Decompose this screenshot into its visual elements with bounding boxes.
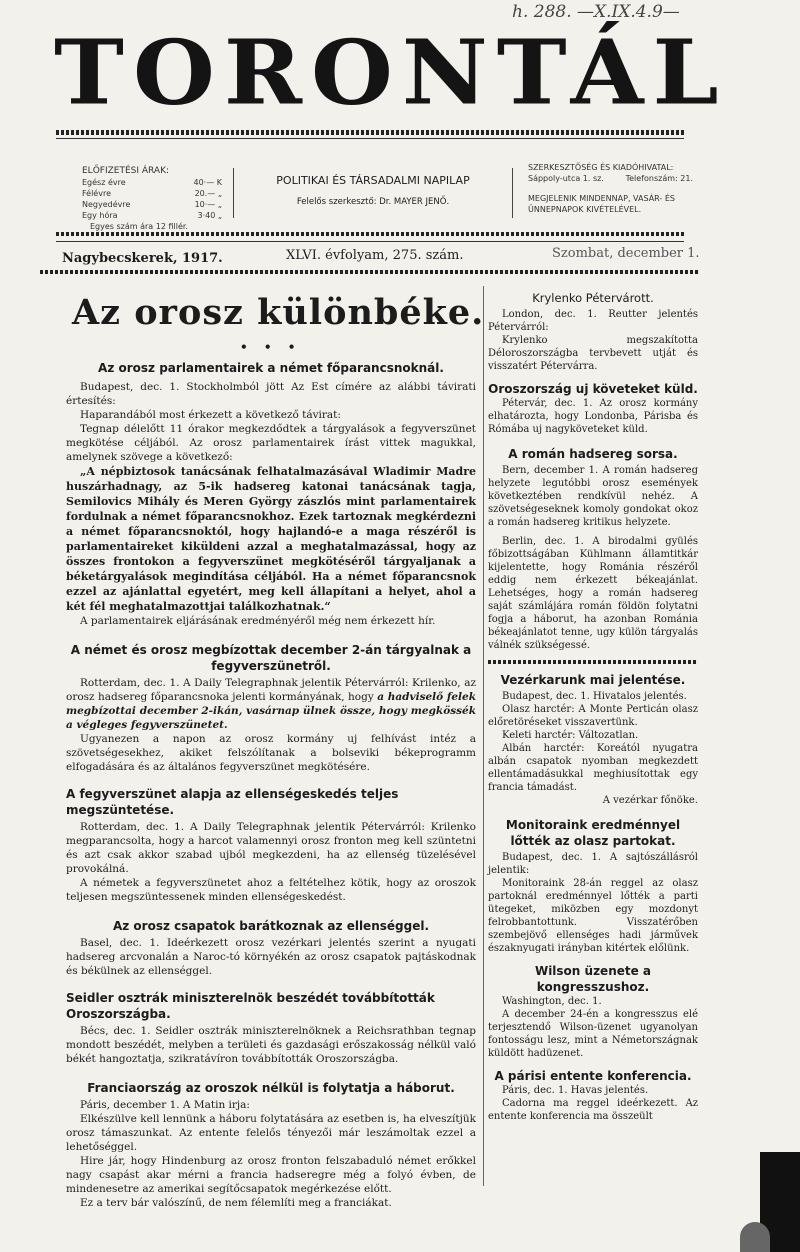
article-body: Washington, dec. 1. A december 24-én a kongresszus elé terjesztendő Wilson-üzenet ugyanolyan fontosságu lesz, mint a Németországnak küldött hadüzenet.: [488, 996, 698, 1059]
dateline-date: Szombat, december 1.: [552, 246, 700, 261]
ornament-rule: [40, 270, 700, 274]
right-column: [488, 290, 698, 1123]
article-headline: Monitoraink eredménnyel lőtték az olasz partokat.: [505, 818, 681, 848]
separator-dots: • • •: [240, 340, 302, 354]
ornament-rule: [488, 660, 698, 664]
article-headline: Franciaország az oroszok nélkül is folytatja a háborut.: [87, 1081, 455, 1095]
article-body: Rotterdam, dec. 1. A Daily Telegraphnak jelentik Pétervárról: Krilenko megparancsolta, hogy a harcot valamennyi orosz fronton meg kell szüntetni és azt csak akkor szabad ujból megkezdeni, ha az ellenség tüzelésével provokálná. A németek a fegyverszünetet ahoz a feltételhez kötik, hogy az oroszok teljesen megszüntessenek minden ellenségeskedést.: [66, 821, 476, 903]
price-row: Félévre 20.— „: [82, 189, 222, 198]
appears-notice: MEGJELENIK MINDENNAP, VASÁR- ÉS ÜNNEPNAPOK KIVÉTELÉVEL.: [528, 194, 675, 214]
article-body: London, dec. 1. Reutter jelentés Pétervárról: Krylenko megszakította Déloroszországba tervbevett utját és visszatért Pétervárra.: [488, 309, 698, 372]
page-edge-stain: [740, 1222, 770, 1252]
article-headline: A párisi entente konferencia.: [494, 1069, 692, 1083]
article-headline: Seidler osztrák miniszterelnök beszédét továbbították Oroszországba.: [66, 991, 435, 1021]
telegram-quote: „A népbiztosok tanácsának felhatalmazásával Wladimir Madre huszárhadnagy, az 5-ik hadsereg katonai tanácsának tagja, Semilovics Mihály és Meren György zászlós mint parlamentairek fordulnak a német főparancsnokhoz. Ezek tartoznak megkérdezni a német főparancsnoktól, hogy hajlandó-e a maga részéről is parlamentaireket kiküldeni azzal a meghatalmazással, hogy az összes frontokon a fegyverszünet megkötéséről tárgyaljanak a béketárgyalások megindítása céljából. Ha a német főparancsnok ezzel az ajánlattal egyetért, meg kell állapítani a helyet, ahol a két fél meghatalmazottjai találkozhatnak.“: [66, 465, 476, 613]
article-headline: Krylenko Pétervárott.: [532, 291, 654, 305]
ornament-rule: [56, 232, 684, 236]
left-column: [66, 360, 476, 1210]
article-headline: Oroszország uj követeket küld.: [488, 382, 698, 396]
divider: [233, 168, 234, 218]
price-row: Egész évre 40·— K: [82, 178, 222, 187]
main-headline: Az orosz különbéke.: [72, 292, 485, 333]
divider: [56, 241, 684, 242]
office-box: [528, 162, 693, 215]
article-headline: Vezérkarunk mai jelentése.: [500, 673, 686, 687]
article-body: Rotterdam, dec. 1. A Daily Telegraphnak jelentik Pétervárról: Krilenko, az orosz hadsereg főparancsnoka jelenti kormányának, hogy a hadviselő felek megbízottai december 2-ikán, vasárnap ülnek össze, hogy megkössék a végleges fegyverszünetet. Ugyanezen a napon az orosz kormány uj felhívást intéz a szövetségesekhez, akiket felszólítanak a bolseviki békeprogramm elfogadására és az általános fegyverszünet megkötésére.: [66, 677, 477, 773]
price-row: Egy hóra 3·40 „: [82, 211, 222, 220]
article-body: Bécs, dec. 1. Seidler osztrák miniszterelnöknek a Reichsrathban tegnap mondott beszédét, melyben a területi és gazdasági erőszakosság nélkül való békét hangoztatja, szikratávíron továbbították Oroszországba.: [66, 1025, 476, 1065]
subtitle: POLITIKAI ÉS TÁRSADALMI NAPILAP: [276, 174, 470, 187]
divider: [56, 138, 684, 139]
dateline-place: Nagybecskerek, 1917.: [62, 251, 223, 266]
article-body: Páris, december 1. A Matin irja: Elkészülve kell lennünk a háboru folytatására az esetben is, ha elveszítjük orosz támaszunkat. Az entente felelős tényezői már leszámoltak ezzel a lehetőséggel. Hire jár, hogy Hindenburg az orosz fronton felszabaduló német erőkkel nagy csapást akar mérni a francia hadseregre még a folyó évben, de mindenesetre az amerikai segítőcsapatok megérkezése előtt. Ez a terv bár valószínű, de nem félemlíti meg a franciákat.: [66, 1099, 476, 1209]
editor: Felelős szerkesztő: Dr. MAYER JENŐ.: [296, 197, 450, 207]
article-body: Bern, december 1. A román hadsereg helyzete legutóbbi orosz események következtében rendkívül nehéz. A szövetségeseknek komoly gondokat okoz a román hadsereg kritikus helyzete. Berlin, dec. 1. A birodalmi gyülés főbizottságában Kühlmann államtitkár kijelentette, hogy Románia részéről eddig nem érkezett békeajánlat. Lehetséges, hogy a román hadsereg saját számlájára román földön folytatni fogja a háborut, ha azonban Románia békeajánlatot tenne, ugy külön tárgyalás válnék szükségessé.: [488, 465, 698, 651]
masthead: TORONTÁL: [54, 20, 728, 126]
divider: [512, 168, 513, 218]
subscription-box: [82, 166, 222, 232]
price-row: Negyedévre 10·— „: [82, 200, 222, 209]
ornament-rule: [56, 130, 684, 135]
article-headline: Wilson üzenete a kongresszushoz.: [534, 964, 652, 994]
article-body: Pétervár, dec. 1. Az orosz kormány elhatározta, hogy Londonba, Párisba és Rómába uj nagyköveteket küld.: [488, 398, 698, 435]
catalog-mark: h. 288. —X.IX.4.9—: [512, 2, 680, 22]
article-headline: A német és orosz megbízottak december 2-án tárgyalnak a fegyverszünetről.: [70, 643, 472, 673]
single-copy-price: Egyes szám ára 12 fillér.: [90, 222, 188, 231]
office: SZERKESZTŐSÉG ÉS KIADÓHIVATAL:: [528, 163, 674, 172]
address-line: Sáppoly-utca 1. sz. Telefonszám: 21.: [528, 174, 693, 183]
article-body: Budapest, dec. 1. Stockholmból jött Az Est címére az alábbi távirati értesítés: Haparandából most érkezett a következő távirat: Tegnap délelőtt 11 órakor megkezdődtek a tárgyalások a fegyverszünet megkötése céljából. Az orosz parlamentairek írást vittek magukkal, amelynek szövege a következő: „A népbiztosok tanácsának felhatalmazásával Wladimir Madre huszárhadnagy, az 5-ik hadsereg katonai tanácsának tagja, Semilovics Mihály és Meren György zászlós mint parlamentairek fordulnak a német főparancsnokhoz. Ezek tartoznak megkérdezni a német főparancsnoktól, hogy hajlandó-e a maga részéről is parlamentaireket kiküldeni azzal a meghatalmazással, hogy az összes frontokon a fegyverszünet megkötéséről tárgyaljanak a béketárgyalások megindítása céljából. Ha a német főparancsnok ezzel az ajánlattal egyetért, meg kell állapítani a helyet, ahol a két fél meghatalmazottjai találkozhatnak.“ A parlamentairek eljárásának eredményéről még nem érkezett hír.: [66, 381, 476, 627]
article-body: Budapest, dec. 1. A sajtószállásról jelentik: Monitoraink 28-án reggel az olasz partoknál eredménnyel lőtték a parti ütegeket, miközben egy mozdonyt felrobbantottunk. Visszatérőben szembejövő ellenséges hadi járművek északnyugati irányban kitértek előlünk.: [488, 852, 698, 954]
article-body: Páris, dec. 1. Havas jelentés. Cadorna ma reggel ideérkezett. Az entente konferencia ma összeült: [488, 1085, 698, 1122]
dateline-issue: XLVI. évfolyam, 275. szám.: [286, 248, 464, 263]
subscription-title: ELŐFIZETÉSI ÁRAK:: [82, 166, 170, 176]
article-body: Basel, dec. 1. Ideérkezett orosz vezérkari jelentés szerint a nyugati hadsereg arcvonalán a Naroc-tó környékén az orosz csapatok pajtáskodnak és békülnek az ellenséggel.: [66, 937, 476, 977]
article-headline: Az orosz parlamentairek a német főparancsnoknál.: [98, 361, 444, 375]
article-headline: Az orosz csapatok barátkoznak az ellenséggel.: [112, 919, 430, 933]
article-body: Budapest, dec. 1. Hivatalos jelentés. Olasz harctér: A Monte Perticán olasz előretöréseket visszavertünk. Keleti harctér: Változatlan. Albán harctér: Koreától nyugatra albán csapatok nyomban megkezdett ellentámadásukkal meghiusítottak egy francia támadást. A vezérkar főnöke.: [488, 691, 698, 806]
article-headline: A fegyverszünet alapja az ellenségeskedés teljes megszüntetése.: [66, 787, 399, 817]
article-headline: A román hadsereg sorsa.: [508, 447, 678, 461]
column-divider: [483, 286, 484, 1186]
